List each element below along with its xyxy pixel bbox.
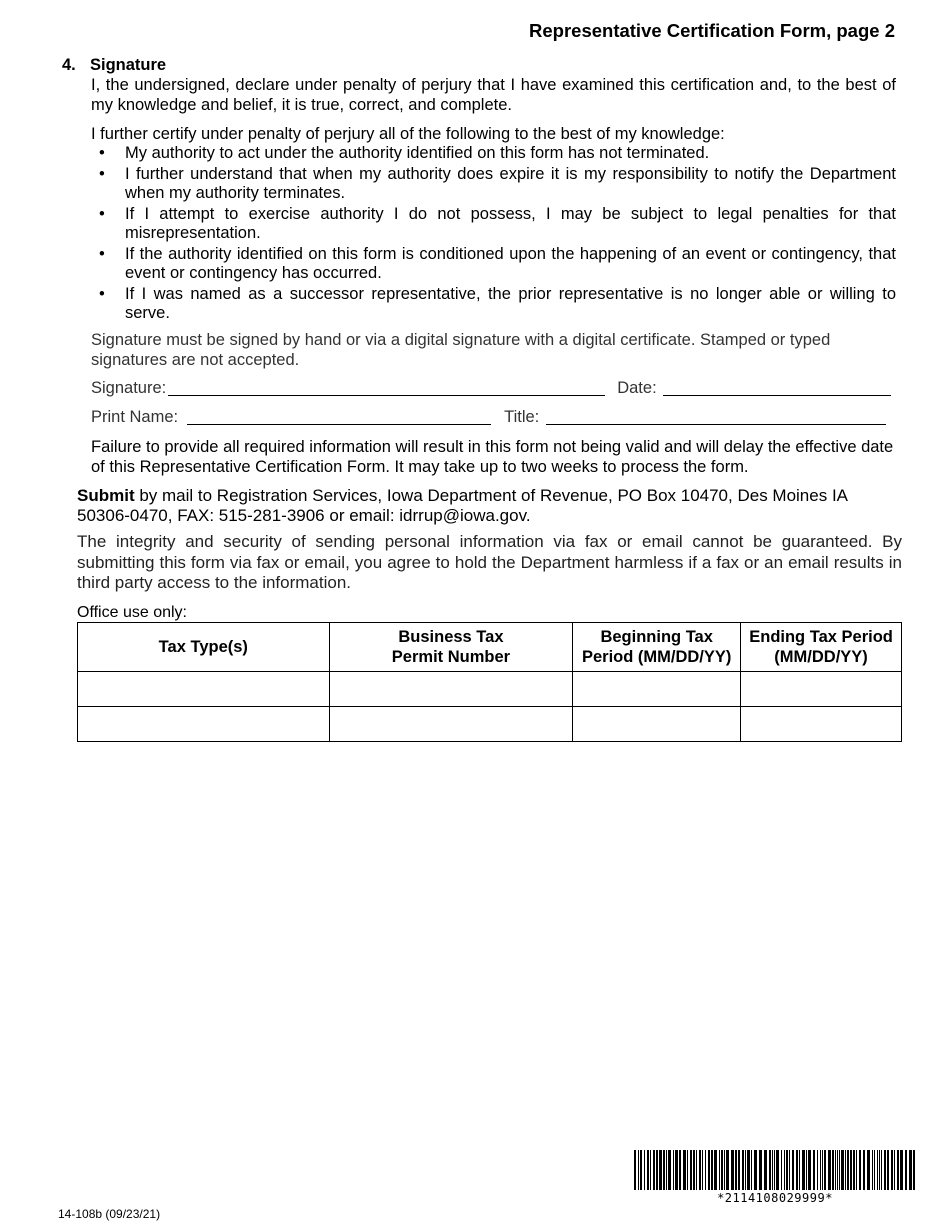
title-field[interactable] (546, 409, 886, 425)
col-tax-type: Tax Type(s) (78, 623, 330, 672)
bullet-icon: • (99, 244, 105, 263)
signature-date-row (91, 379, 896, 399)
section-number: 4. (62, 56, 76, 74)
form-id: 14-108b (09/23/21) (58, 1207, 161, 1221)
submit-instructions (77, 486, 902, 526)
table-row (78, 707, 902, 742)
submit-bold: Submit (77, 486, 135, 505)
list-item: • If the authority identified on this form is conditioned upon the happening of an event or contingency, that event or contingency has occurred. (99, 244, 896, 282)
table-cell[interactable] (741, 672, 902, 707)
col-ending-period: Ending Tax Period (MM/DD/YY) (741, 623, 902, 672)
bullet-icon: • (99, 204, 105, 223)
page-title: Representative Certification Form, page 2 (529, 20, 895, 41)
title-label: Title: (504, 408, 540, 426)
bullet-icon: • (99, 144, 105, 162)
date-field[interactable] (663, 380, 891, 396)
bullet-icon: • (99, 164, 105, 183)
table-cell[interactable] (741, 707, 902, 742)
table-cell[interactable] (573, 672, 741, 707)
office-use-table (77, 622, 902, 742)
list-item: • If I attempt to exercise authority I do not possess, I may be subject to legal penalties for that misrepresentation. (99, 204, 896, 242)
table-cell[interactable] (78, 707, 330, 742)
table-cell[interactable] (329, 707, 573, 742)
date-label: Date: (617, 379, 657, 397)
print-name-field[interactable] (187, 409, 491, 425)
office-use-label: Office use only: (77, 604, 187, 621)
signature-note: Signature must be signed by hand or via a digital signature with a digital certificate. Stamped or typed signatures are not accepted. (91, 331, 831, 369)
barcode-text: *2114108029999* (717, 1191, 833, 1205)
bullet-icon: • (99, 284, 105, 303)
further-certify-text: I further certify under penalty of perjury all of the following to the best of my knowledge: (91, 125, 725, 143)
submit-text: by mail to Registration Services, Iowa Department of Revenue, PO Box 10470, Des Moines IA 50306-0470, FAX: 515-281-3906 or email: idrrup@iowa.gov. (77, 486, 848, 525)
barcode-image (634, 1150, 916, 1190)
table-row (78, 672, 902, 707)
col-beginning-period: Beginning Tax Period (MM/DD/YY) (573, 623, 741, 672)
signature-field[interactable] (168, 380, 605, 396)
table-header-row (78, 623, 902, 672)
table-cell[interactable] (573, 707, 741, 742)
integrity-note: The integrity and security of sending personal information via fax or email cannot be guaranteed. By submitting this form via fax or email, you agree to hold the Department harmless if a fax or an email results in third party access to the information. (77, 532, 902, 592)
table-cell[interactable] (329, 672, 573, 707)
certification-list (91, 144, 896, 325)
table-cell[interactable] (78, 672, 330, 707)
list-item: • My authority to act under the authority identified on this form has not terminated. (99, 144, 710, 162)
name-title-row (91, 408, 896, 428)
list-item: • I further understand that when my authority does expire it is my responsibility to notify the Department when my authority terminates. (99, 164, 896, 202)
list-item: • If I was named as a successor representative, the prior representative is no longer able or willing to serve. (99, 284, 896, 322)
col-permit-number: Business Tax Permit Number (329, 623, 573, 672)
section-title: Signature (90, 56, 167, 74)
section-heading (62, 56, 166, 76)
signature-label: Signature: (91, 379, 167, 397)
declaration-text: I, the undersigned, declare under penalty of perjury that I have examined this certification and, to the best of my knowledge and belief, it is true, correct, and complete. (91, 76, 896, 114)
failure-note: Failure to provide all required information will result in this form not being valid and will delay the effective date of this Representative Certification Form. It may take up to two weeks to process the form. (91, 438, 894, 476)
print-name-label: Print Name: (91, 408, 179, 426)
